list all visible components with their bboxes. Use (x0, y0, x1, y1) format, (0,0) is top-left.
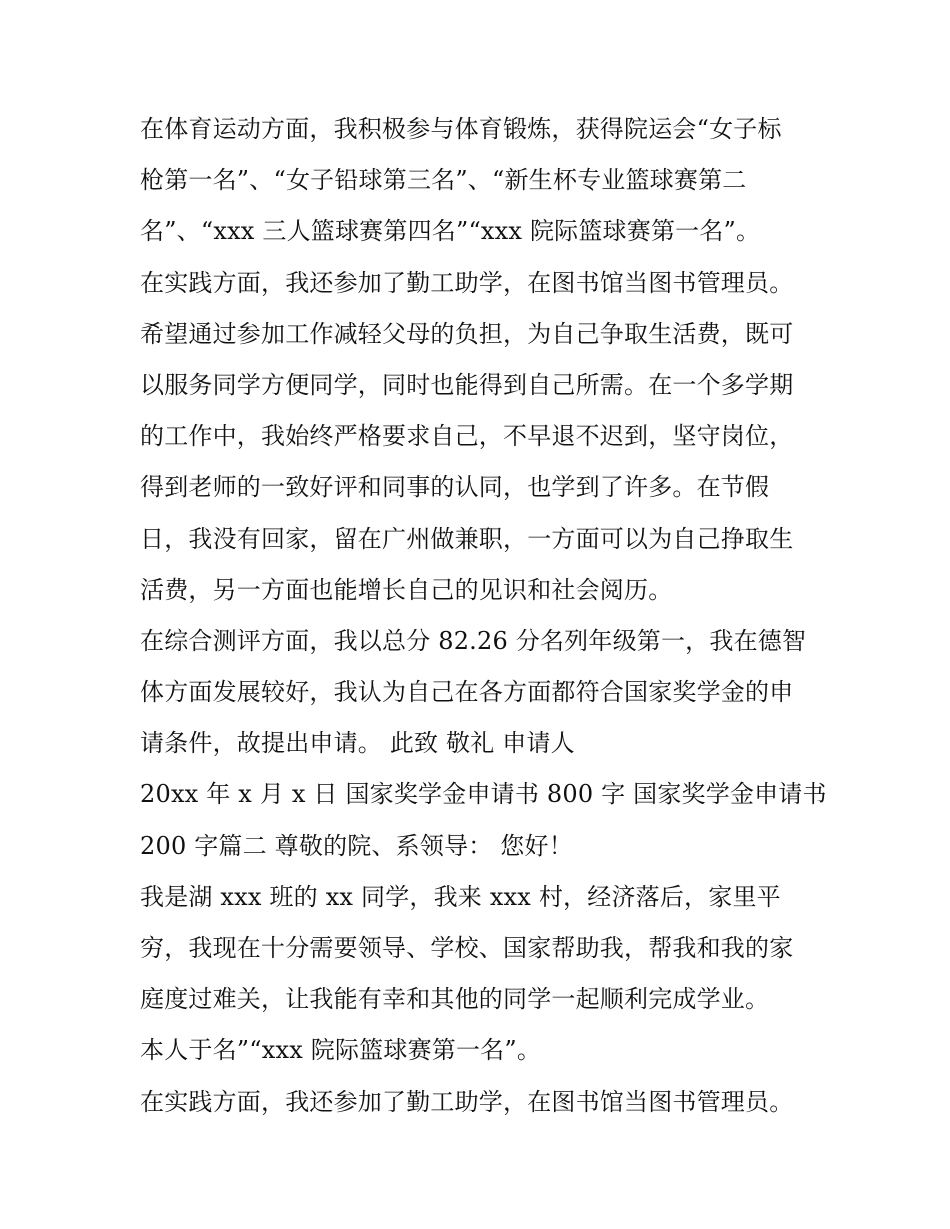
text-line: 得到老师的一致好评和同事的认同，也学到了许多。在节假 (140, 473, 770, 502)
text-line: 在体育运动方面，我积极参与体育锻炼，获得院运会“女子标 (140, 115, 782, 143)
text-line: 在综合测评方面，我以总分 82.26 分名列年级第一，我在德智 (140, 626, 807, 655)
text-line: 请条件，故提出申请。 此致 敬礼 申请人 (140, 729, 575, 758)
text-line: 本人于名”“xxx 院际篮球赛第一名”。 (140, 1036, 542, 1065)
text-line: 名”、“xxx 三人篮球赛第四名”“xxx 院际篮球赛第一名”。 (140, 217, 761, 246)
text-line: 穷，我现在十分需要领导、学校、国家帮助我，帮我和我的家 (140, 934, 794, 962)
text-line: 体方面发展较好，我认为自己在各方面都符合国家奖学金的申 (140, 678, 794, 707)
text-line: 在实践方面，我还参加了勤工助学，在图书馆当图书管理员。 (140, 268, 794, 297)
text-line: 在实践方面，我还参加了勤工助学，在图书馆当图书管理员。 (140, 1087, 794, 1116)
text-line: 活费，另一方面也能增长自己的见识和社会阅历。 (140, 575, 673, 604)
text-line: 我是湖 xxx 班的 xx 同学，我来 xxx 村，经济落后，家里平 (140, 882, 781, 911)
text-line: 枪第一名”、“女子铅球第三名”、“新生杯专业篮球赛第二 (140, 166, 747, 195)
text-line: 日，我没有回家，留在广州做兼职，一方面可以为自己挣取生 (140, 524, 794, 553)
text-line: 以服务同学方便同学，同时也能得到自己所需。在一个多学期 (140, 370, 794, 399)
text-line: 的工作中，我始终严格要求自己，不早退不迟到，坚守岗位， (140, 422, 794, 451)
text-line: 庭度过难关，让我能有幸和其他的同学一起顺利完成学业。 (140, 985, 770, 1014)
text-line: 20xx 年 x 月 x 日 国家奖学金申请书 800 字 国家奖学金申请书 (140, 780, 827, 809)
text-line: 希望通过参加工作减轻父母的负担，为自己争取生活费，既可 (140, 319, 794, 348)
document-body (140, 104, 840, 1128)
text-line: 200 字篇二 尊敬的院、系领导： 您好！ (140, 831, 573, 860)
